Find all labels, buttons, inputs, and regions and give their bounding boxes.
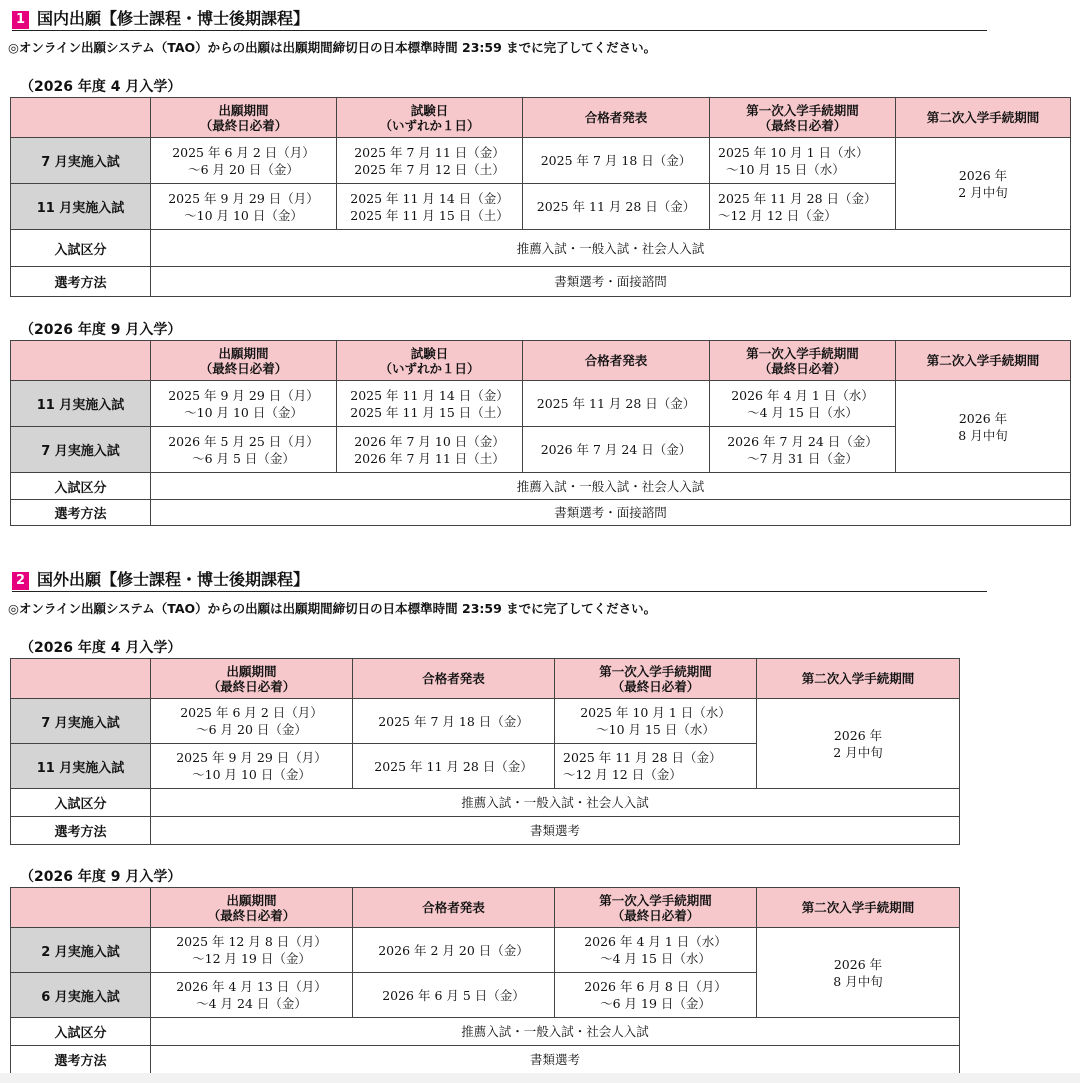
first-enrollment-cell: 2026 年 4 月 1 日（水） ～4 月 15 日（水） — [555, 928, 757, 973]
header-application-period: 出願期間 （最終日必着） — [151, 659, 353, 699]
result-cell: 2025 年 11 月 28 日（金） — [523, 184, 710, 230]
row-label: 選考方法 — [11, 500, 151, 526]
schedule-table-domestic-september — [10, 340, 1071, 526]
header-exam-date: 試験日 （いずれか１日） — [337, 341, 523, 381]
table-row — [11, 789, 960, 817]
table-row — [11, 817, 960, 845]
result-cell: 2026 年 2 月 20 日（金） — [353, 928, 555, 973]
header-first-enrollment: 第一次入学手続期間 （最終日必着） — [555, 659, 757, 699]
table-row — [11, 1018, 960, 1046]
page-bottom-edge — [0, 1073, 1080, 1083]
row-label: 2 月実施入試 — [11, 928, 151, 973]
result-cell: 2025 年 7 月 18 日（金） — [523, 138, 710, 184]
header-second-enrollment: 第二次入学手続期間 — [896, 341, 1071, 381]
deadline-notice: ◎オンライン出願システム（TAO）からの出願は出願期間締切日の日本標準時間 23:59 までに完了してください。 — [8, 601, 657, 616]
admission-category-cell: 推薦入試・一般入試・社会人入試 — [151, 473, 1071, 500]
application-period-cell: 2025 年 9 月 29 日（月） ～10 月 10 日（金） — [151, 744, 353, 789]
application-period-cell: 2025 年 9 月 29 日（月） ～10 月 10 日（金） — [151, 381, 337, 427]
row-label: 11 月実施入試 — [11, 744, 151, 789]
section-heading-domestic — [12, 9, 987, 31]
schedule-table-overseas-april — [10, 658, 960, 845]
header-corner — [11, 341, 151, 381]
exam-date-cell: 2025 年 7 月 11 日（金） 2025 年 7 月 12 日（土） — [337, 138, 523, 184]
row-label: 入試区分 — [11, 789, 151, 817]
header-result-announcement: 合格者発表 — [523, 98, 710, 138]
header-application-period: 出願期間 （最終日必着） — [151, 98, 337, 138]
schedule-table-domestic-april — [10, 97, 1071, 297]
section-number-badge: 2 — [12, 572, 29, 590]
header-second-enrollment: 第二次入学手続期間 — [896, 98, 1071, 138]
result-cell: 2026 年 7 月 24 日（金） — [523, 427, 710, 473]
application-period-cell: 2026 年 5 月 25 日（月） ～6 月 5 日（金） — [151, 427, 337, 473]
row-label: 11 月実施入試 — [11, 381, 151, 427]
admission-category-cell: 推薦入試・一般入試・社会人入試 — [151, 1018, 960, 1046]
result-cell: 2025 年 11 月 28 日（金） — [353, 744, 555, 789]
admission-category-cell: 推薦入試・一般入試・社会人入試 — [151, 789, 960, 817]
row-label: 入試区分 — [11, 473, 151, 500]
exam-date-cell: 2025 年 11 月 14 日（金） 2025 年 11 月 15 日（土） — [337, 381, 523, 427]
header-corner — [11, 659, 151, 699]
row-label: 選考方法 — [11, 267, 151, 297]
table-row — [11, 381, 1071, 427]
section-title: 国内出願【修士課程・博士後期課程】 — [37, 9, 310, 28]
term-label: （2026 年度 9 月入学） — [20, 869, 182, 885]
selection-method-cell: 書類選考・面接諮問 — [151, 500, 1071, 526]
term-label: （2026 年度 4 月入学） — [20, 79, 182, 95]
application-period-cell: 2025 年 12 月 8 日（月） ～12 月 19 日（金） — [151, 928, 353, 973]
table-row — [11, 1046, 960, 1074]
term-label: （2026 年度 4 月入学） — [20, 640, 182, 656]
first-enrollment-cell: 2025 年 10 月 1 日（水） ～10 月 15 日（水） — [710, 138, 896, 184]
row-label: 7 月実施入試 — [11, 138, 151, 184]
header-first-enrollment: 第一次入学手続期間 （最終日必着） — [710, 98, 896, 138]
header-corner — [11, 888, 151, 928]
table-row — [11, 473, 1071, 500]
term-label: （2026 年度 9 月入学） — [20, 322, 182, 338]
selection-method-cell: 書類選考 — [151, 1046, 960, 1074]
header-corner — [11, 98, 151, 138]
application-period-cell: 2025 年 6 月 2 日（月） ～6 月 20 日（金） — [151, 138, 337, 184]
header-result-announcement: 合格者発表 — [353, 659, 555, 699]
table-row — [11, 267, 1071, 297]
admission-category-cell: 推薦入試・一般入試・社会人入試 — [151, 230, 1071, 267]
row-label: 7 月実施入試 — [11, 699, 151, 744]
first-enrollment-cell: 2026 年 4 月 1 日（水） ～4 月 15 日（水） — [710, 381, 896, 427]
table-row — [11, 230, 1071, 267]
section-title: 国外出願【修士課程・博士後期課程】 — [37, 570, 310, 589]
row-label: 11 月実施入試 — [11, 184, 151, 230]
second-enrollment-cell: 2026 年 8 月中旬 — [896, 381, 1071, 473]
header-result-announcement: 合格者発表 — [353, 888, 555, 928]
row-label: 6 月実施入試 — [11, 973, 151, 1018]
second-enrollment-cell: 2026 年 8 月中旬 — [757, 928, 960, 1018]
first-enrollment-cell: 2025 年 11 月 28 日（金） ～12 月 12 日（金） — [555, 744, 757, 789]
header-result-announcement: 合格者発表 — [523, 341, 710, 381]
schedule-table-overseas-september — [10, 887, 960, 1074]
row-label: 入試区分 — [11, 1018, 151, 1046]
header-first-enrollment: 第一次入学手続期間 （最終日必着） — [555, 888, 757, 928]
row-label: 選考方法 — [11, 817, 151, 845]
second-enrollment-cell: 2026 年 2 月中旬 — [757, 699, 960, 789]
second-enrollment-cell: 2026 年 2 月中旬 — [896, 138, 1071, 230]
application-period-cell: 2025 年 6 月 2 日（月） ～6 月 20 日（金） — [151, 699, 353, 744]
header-exam-date: 試験日 （いずれか１日） — [337, 98, 523, 138]
first-enrollment-cell: 2026 年 6 月 8 日（月） ～6 月 19 日（金） — [555, 973, 757, 1018]
header-application-period: 出願期間 （最終日必着） — [151, 341, 337, 381]
selection-method-cell: 書類選考・面接諮問 — [151, 267, 1071, 297]
first-enrollment-cell: 2025 年 10 月 1 日（水） ～10 月 15 日（水） — [555, 699, 757, 744]
first-enrollment-cell: 2025 年 11 月 28 日（金） ～12 月 12 日（金） — [710, 184, 896, 230]
application-period-cell: 2026 年 4 月 13 日（月） ～4 月 24 日（金） — [151, 973, 353, 1018]
first-enrollment-cell: 2026 年 7 月 24 日（金） ～7 月 31 日（金） — [710, 427, 896, 473]
section-heading-overseas — [12, 570, 987, 592]
header-second-enrollment: 第二次入学手続期間 — [757, 888, 960, 928]
header-second-enrollment: 第二次入学手続期間 — [757, 659, 960, 699]
table-row — [11, 138, 1071, 184]
table-row — [11, 699, 960, 744]
row-label: 選考方法 — [11, 1046, 151, 1074]
result-cell: 2026 年 6 月 5 日（金） — [353, 973, 555, 1018]
table-row — [11, 500, 1071, 526]
row-label: 入試区分 — [11, 230, 151, 267]
table-row — [11, 928, 960, 973]
header-application-period: 出願期間 （最終日必着） — [151, 888, 353, 928]
header-first-enrollment: 第一次入学手続期間 （最終日必着） — [710, 341, 896, 381]
exam-date-cell: 2026 年 7 月 10 日（金） 2026 年 7 月 11 日（土） — [337, 427, 523, 473]
application-period-cell: 2025 年 9 月 29 日（月） ～10 月 10 日（金） — [151, 184, 337, 230]
deadline-notice: ◎オンライン出願システム（TAO）からの出願は出願期間締切日の日本標準時間 23:59 までに完了してください。 — [8, 40, 657, 55]
result-cell: 2025 年 7 月 18 日（金） — [353, 699, 555, 744]
selection-method-cell: 書類選考 — [151, 817, 960, 845]
row-label: 7 月実施入試 — [11, 427, 151, 473]
exam-date-cell: 2025 年 11 月 14 日（金） 2025 年 11 月 15 日（土） — [337, 184, 523, 230]
result-cell: 2025 年 11 月 28 日（金） — [523, 381, 710, 427]
section-number-badge: 1 — [12, 11, 29, 29]
